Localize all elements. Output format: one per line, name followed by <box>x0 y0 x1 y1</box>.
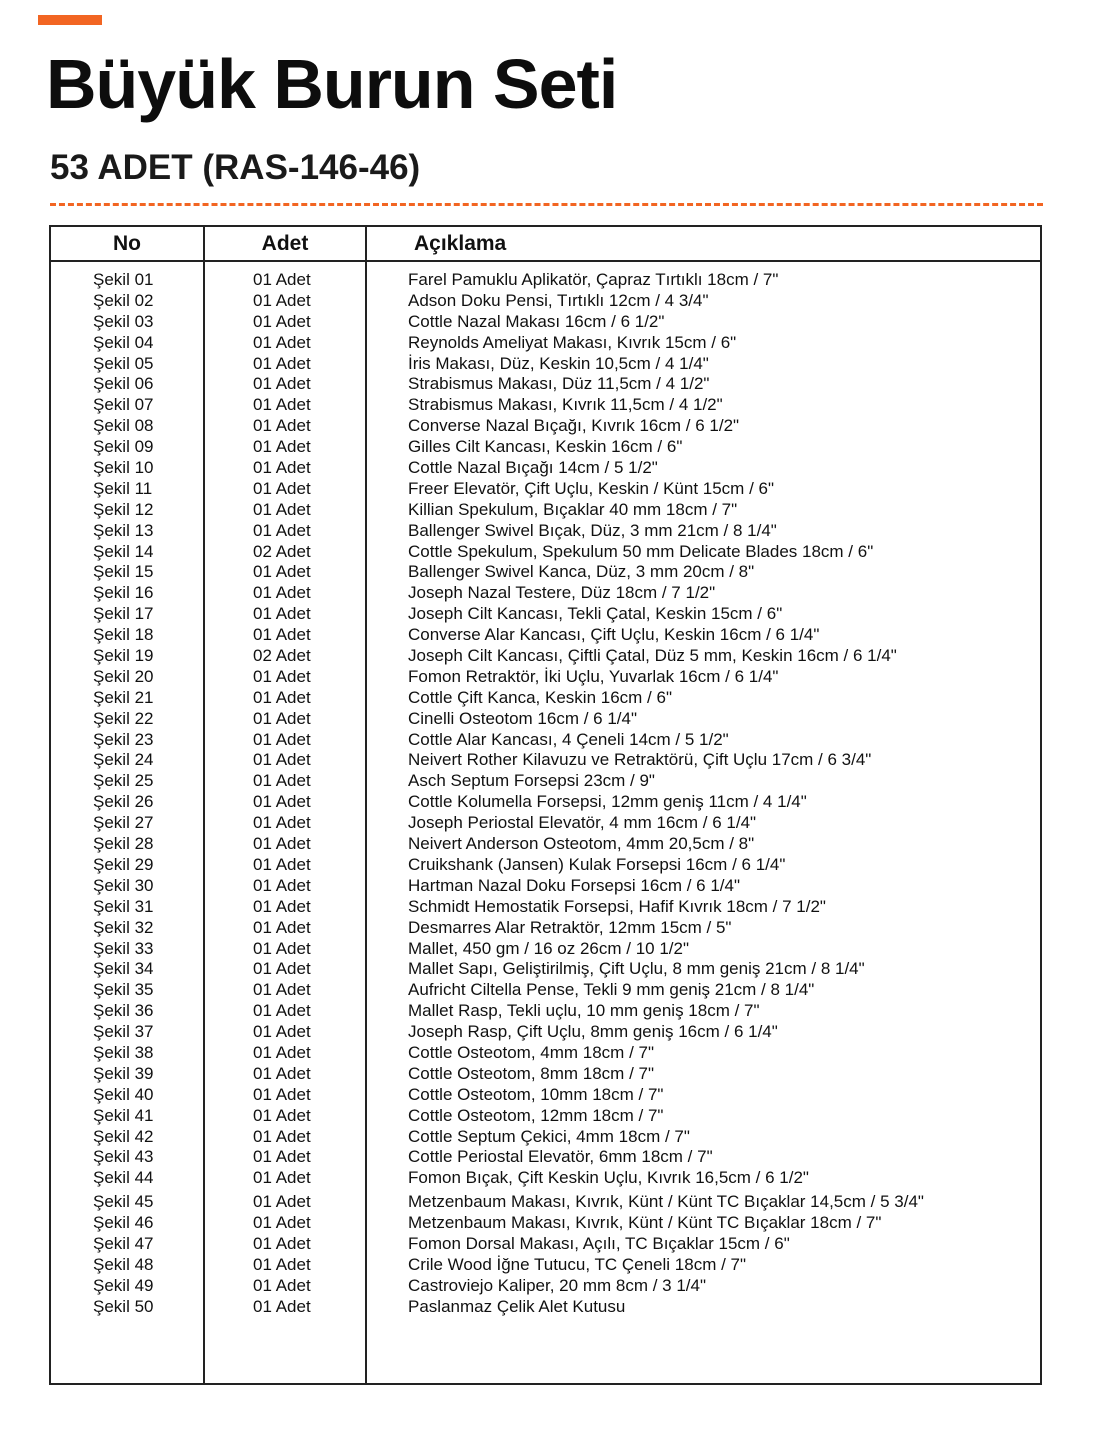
table-row <box>51 625 1040 646</box>
row-number: Şekil 02 <box>93 290 154 310</box>
row-description: Cottle Alar Kancası, 4 Çeneli 14cm / 5 1/2" <box>408 729 729 749</box>
row-number: Şekil 18 <box>93 625 154 645</box>
row-number: Şekil 38 <box>93 1042 154 1062</box>
row-quantity: 01 Adet <box>253 687 311 707</box>
row-quantity: 01 Adet <box>253 1042 311 1062</box>
row-description: Hartman Nazal Doku Forsepsi 16cm / 6 1/4" <box>408 875 740 895</box>
row-number: Şekil 09 <box>93 437 154 457</box>
table-row <box>51 374 1040 395</box>
row-number: Şekil 44 <box>93 1168 154 1188</box>
row-description: Desmarres Alar Retraktör, 12mm 15cm / 5" <box>408 917 732 937</box>
row-number: Şekil 10 <box>93 458 154 478</box>
row-quantity: 01 Adet <box>253 374 311 394</box>
table-row <box>51 1213 1040 1234</box>
page-subtitle: 53 ADET (RAS-146-46) <box>50 148 421 187</box>
table-row <box>51 395 1040 416</box>
row-description: Cottle Osteotom, 8mm 18cm / 7" <box>408 1063 655 1083</box>
table-row <box>51 1255 1040 1276</box>
row-description: Adson Doku Pensi, Tırtıklı 12cm / 4 3/4" <box>408 290 709 310</box>
row-number: Şekil 36 <box>93 1001 154 1021</box>
table-row <box>51 688 1040 709</box>
row-quantity: 01 Adet <box>253 395 311 415</box>
row-quantity: 01 Adet <box>253 854 311 874</box>
table-row <box>51 730 1040 751</box>
row-quantity: 01 Adet <box>253 896 311 916</box>
row-number: Şekil 05 <box>93 353 154 373</box>
row-quantity: 01 Adet <box>253 1213 311 1233</box>
row-description: Cottle Osteotom, 10mm 18cm / 7" <box>408 1084 664 1104</box>
row-quantity: 01 Adet <box>253 332 311 352</box>
row-description: Castroviejo Kaliper, 20 mm 8cm / 3 1/4" <box>408 1275 706 1295</box>
row-quantity: 01 Adet <box>253 604 311 624</box>
row-description: Joseph Rasp, Çift Uçlu, 8mm geniş 16cm / 6 1/4" <box>408 1022 778 1042</box>
table-row <box>51 1106 1040 1127</box>
row-description: Ballenger Swivel Kanca, Düz, 3 mm 20cm / 8" <box>408 562 755 582</box>
row-quantity: 01 Adet <box>253 875 311 895</box>
row-number: Şekil 32 <box>93 917 154 937</box>
table-row <box>51 562 1040 583</box>
row-number: Şekil 19 <box>93 646 154 666</box>
table-row <box>51 709 1040 730</box>
row-number: Şekil 37 <box>93 1022 154 1042</box>
row-quantity: 01 Adet <box>253 478 311 498</box>
header-divider <box>51 260 1040 262</box>
table-row <box>51 834 1040 855</box>
table-row <box>51 1127 1040 1148</box>
row-description: Fomon Bıçak, Çift Keskin Uçlu, Kıvrık 16,5cm / 6 1/2" <box>408 1168 809 1188</box>
table-row <box>51 1297 1040 1318</box>
row-number: Şekil 35 <box>93 980 154 1000</box>
row-quantity: 01 Adet <box>253 311 311 331</box>
row-number: Şekil 12 <box>93 499 154 519</box>
row-quantity: 01 Adet <box>253 353 311 373</box>
table-row <box>51 354 1040 375</box>
row-quantity: 01 Adet <box>253 562 311 582</box>
row-description: Cottle Septum Çekici, 4mm 18cm / 7" <box>408 1126 690 1146</box>
row-description: Joseph Cilt Kancası, Çiftli Çatal, Düz 5 mm, Keskin 16cm / 6 1/4" <box>408 646 897 666</box>
table-row <box>51 416 1040 437</box>
row-description: İris Makası, Düz, Keskin 10,5cm / 4 1/4" <box>408 353 709 373</box>
column-header-adet: Adet <box>261 232 309 255</box>
table-row <box>51 458 1040 479</box>
row-description: Neivert Anderson Osteotom, 4mm 20,5cm / 8" <box>408 834 755 854</box>
row-description: Gilles Cilt Kancası, Keskin 16cm / 6" <box>408 437 683 457</box>
table-row <box>51 939 1040 960</box>
row-description: Strabismus Makası, Kıvrık 11,5cm / 4 1/2" <box>408 395 723 415</box>
row-description: Joseph Periostal Elevatör, 4 mm 16cm / 6 1/4" <box>408 813 757 833</box>
row-quantity: 01 Adet <box>253 416 311 436</box>
row-number: Şekil 39 <box>93 1063 154 1083</box>
row-number: Şekil 31 <box>93 896 154 916</box>
row-number: Şekil 16 <box>93 583 154 603</box>
table-row <box>51 918 1040 939</box>
row-quantity: 01 Adet <box>253 520 311 540</box>
row-number: Şekil 06 <box>93 374 154 394</box>
row-quantity: 01 Adet <box>253 499 311 519</box>
row-number: Şekil 28 <box>93 834 154 854</box>
row-number: Şekil 41 <box>93 1105 154 1125</box>
row-quantity: 01 Adet <box>253 1105 311 1125</box>
row-number: Şekil 50 <box>93 1296 154 1316</box>
table-row <box>51 291 1040 312</box>
row-number: Şekil 43 <box>93 1147 154 1167</box>
row-description: Cinelli Osteotom 16cm / 6 1/4" <box>408 708 638 728</box>
row-quantity: 01 Adet <box>253 1192 311 1212</box>
row-description: Cottle Kolumella Forsepsi, 12mm geniş 11cm / 4 1/4" <box>408 792 807 812</box>
row-description: Cottle Osteotom, 12mm 18cm / 7" <box>408 1105 664 1125</box>
row-number: Şekil 15 <box>93 562 154 582</box>
table-row <box>51 604 1040 625</box>
table-row <box>51 813 1040 834</box>
table-row <box>51 437 1040 458</box>
row-description: Converse Alar Kancası, Çift Uçlu, Keskin 16cm / 6 1/4" <box>408 625 820 645</box>
row-number: Şekil 45 <box>93 1192 154 1212</box>
row-number: Şekil 47 <box>93 1233 154 1253</box>
row-quantity: 01 Adet <box>253 813 311 833</box>
row-number: Şekil 42 <box>93 1126 154 1146</box>
table-row <box>51 1168 1040 1189</box>
table-row <box>51 980 1040 1001</box>
row-quantity: 01 Adet <box>253 1147 311 1167</box>
row-description: Mallet, 450 gm / 16 oz 26cm / 10 1/2" <box>408 938 690 958</box>
row-description: Cottle Çift Kanca, Keskin 16cm / 6" <box>408 687 672 707</box>
row-quantity: 01 Adet <box>253 666 311 686</box>
row-number: Şekil 27 <box>93 813 154 833</box>
table-row <box>51 667 1040 688</box>
row-number: Şekil 04 <box>93 332 154 352</box>
row-quantity: 01 Adet <box>253 938 311 958</box>
row-description: Joseph Nazal Testere, Düz 18cm / 7 1/2" <box>408 583 716 603</box>
row-description: Mallet Sapı, Geliştirilmiş, Çift Uçlu, 8 mm geniş 21cm / 8 1/4" <box>408 959 865 979</box>
row-description: Metzenbaum Makası, Kıvrık, Künt / Künt TC Bıçaklar 18cm / 7" <box>408 1213 882 1233</box>
row-description: Crile Wood İğne Tutucu, TC Çeneli 18cm / 7" <box>408 1254 747 1274</box>
row-description: Freer Elevatör, Çift Uçlu, Keskin / Künt 15cm / 6" <box>408 478 775 498</box>
row-quantity: 01 Adet <box>253 959 311 979</box>
row-number: Şekil 33 <box>93 938 154 958</box>
row-description: Asch Septum Forsepsi 23cm / 9" <box>408 771 655 791</box>
table-row <box>51 479 1040 500</box>
table-row <box>51 1085 1040 1106</box>
table-row <box>51 1234 1040 1255</box>
table-row <box>51 333 1040 354</box>
row-description: Cottle Periostal Elevatör, 6mm 18cm / 7" <box>408 1147 713 1167</box>
row-description: Schmidt Hemostatik Forsepsi, Hafif Kıvrık 18cm / 7 1/2" <box>408 896 826 916</box>
row-quantity: 01 Adet <box>253 290 311 310</box>
row-description: Strabismus Makası, Düz 11,5cm / 4 1/2" <box>408 374 710 394</box>
row-quantity: 01 Adet <box>253 1001 311 1021</box>
row-number: Şekil 26 <box>93 792 154 812</box>
row-quantity: 01 Adet <box>253 792 311 812</box>
row-quantity: 01 Adet <box>253 458 311 478</box>
table-row <box>51 312 1040 333</box>
table-row <box>51 521 1040 542</box>
row-quantity: 01 Adet <box>253 708 311 728</box>
table-row <box>51 1043 1040 1064</box>
row-quantity: 01 Adet <box>253 917 311 937</box>
row-quantity: 01 Adet <box>253 1084 311 1104</box>
row-number: Şekil 07 <box>93 395 154 415</box>
table-row <box>51 1192 1040 1213</box>
table-row <box>51 583 1040 604</box>
row-number: Şekil 08 <box>93 416 154 436</box>
row-quantity: 01 Adet <box>253 771 311 791</box>
table-row <box>51 1022 1040 1043</box>
row-quantity: 01 Adet <box>253 437 311 457</box>
table-row <box>51 270 1040 291</box>
row-description: Cruikshank (Jansen) Kulak Forsepsi 16cm / 6 1/4" <box>408 854 786 874</box>
row-description: Farel Pamuklu Aplikatör, Çapraz Tırtıklı 18cm / 7" <box>408 270 779 289</box>
row-number: Şekil 17 <box>93 604 154 624</box>
row-quantity: 01 Adet <box>253 1275 311 1295</box>
row-quantity: 01 Adet <box>253 270 311 289</box>
row-description: Cottle Nazal Makası 16cm / 6 1/2" <box>408 311 665 331</box>
row-number: Şekil 01 <box>93 270 154 289</box>
row-description: Cottle Nazal Bıçağı 14cm / 5 1/2" <box>408 458 658 478</box>
dashed-divider <box>50 203 1043 206</box>
table-row <box>51 542 1040 563</box>
row-number: Şekil 24 <box>93 750 154 770</box>
row-description: Fomon Retraktör, İki Uçlu, Yuvarlak 16cm / 6 1/4" <box>408 666 779 686</box>
row-description: Metzenbaum Makası, Kıvrık, Künt / Künt TC Bıçaklar 14,5cm / 5 3/4" <box>408 1192 924 1212</box>
row-number: Şekil 40 <box>93 1084 154 1104</box>
row-number: Şekil 48 <box>93 1254 154 1274</box>
row-quantity: 01 Adet <box>253 1022 311 1042</box>
row-quantity: 01 Adet <box>253 1126 311 1146</box>
row-description: Mallet Rasp, Tekli uçlu, 10 mm geniş 18cm / 7" <box>408 1001 760 1021</box>
row-number: Şekil 20 <box>93 666 154 686</box>
table-row <box>51 897 1040 918</box>
row-number: Şekil 30 <box>93 875 154 895</box>
table-row <box>51 855 1040 876</box>
table-row <box>51 959 1040 980</box>
table-row <box>51 750 1040 771</box>
row-description: Cottle Osteotom, 4mm 18cm / 7" <box>408 1042 655 1062</box>
row-description: Killian Spekulum, Bıçaklar 40 mm 18cm / 7" <box>408 499 738 519</box>
row-number: Şekil 03 <box>93 311 154 331</box>
row-description: Neivert Rother Kilavuzu ve Retraktörü, Çift Uçlu 17cm / 6 3/4" <box>408 750 872 770</box>
table-row <box>51 771 1040 792</box>
table-row <box>51 792 1040 813</box>
row-description: Joseph Cilt Kancası, Tekli Çatal, Keskin 15cm / 6" <box>408 604 783 624</box>
row-quantity: 01 Adet <box>253 583 311 603</box>
table-row <box>51 1276 1040 1297</box>
row-quantity: 01 Adet <box>253 1233 311 1253</box>
row-number: Şekil 14 <box>93 541 154 561</box>
table-row <box>51 1147 1040 1168</box>
row-number: Şekil 11 <box>93 478 153 498</box>
row-number: Şekil 21 <box>93 687 154 707</box>
row-quantity: 01 Adet <box>253 729 311 749</box>
row-quantity: 02 Adet <box>253 541 311 561</box>
row-number: Şekil 22 <box>93 708 154 728</box>
row-quantity: 01 Adet <box>253 1168 311 1188</box>
accent-bar <box>38 15 102 25</box>
row-description: Fomon Dorsal Makası, Açılı, TC Bıçaklar 15cm / 6" <box>408 1233 790 1253</box>
column-header-no: No <box>113 232 141 255</box>
row-quantity: 01 Adet <box>253 980 311 1000</box>
table-row <box>51 646 1040 667</box>
row-description: Paslanmaz Çelik Alet Kutusu <box>408 1296 626 1316</box>
table-row <box>51 1001 1040 1022</box>
row-quantity: 01 Adet <box>253 750 311 770</box>
row-description: Reynolds Ameliyat Makası, Kıvrık 15cm / 6" <box>408 332 737 352</box>
row-quantity: 01 Adet <box>253 625 311 645</box>
row-number: Şekil 46 <box>93 1213 154 1233</box>
row-quantity: 02 Adet <box>253 646 311 666</box>
page-title: Büyük Burun Seti <box>46 45 618 123</box>
row-quantity: 01 Adet <box>253 834 311 854</box>
instrument-table <box>49 225 1042 1385</box>
row-number: Şekil 29 <box>93 854 154 874</box>
row-description: Converse Nazal Bıçağı, Kıvrık 16cm / 6 1/2" <box>408 416 740 436</box>
row-number: Şekil 13 <box>93 520 154 540</box>
row-quantity: 01 Adet <box>253 1296 311 1316</box>
row-number: Şekil 34 <box>93 959 154 979</box>
table-row <box>51 500 1040 521</box>
row-quantity: 01 Adet <box>253 1254 311 1274</box>
row-number: Şekil 23 <box>93 729 154 749</box>
row-number: Şekil 25 <box>93 771 154 791</box>
row-number: Şekil 49 <box>93 1275 154 1295</box>
row-quantity: 01 Adet <box>253 1063 311 1083</box>
row-description: Ballenger Swivel Bıçak, Düz, 3 mm 21cm / 8 1/4" <box>408 520 777 540</box>
row-description: Cottle Spekulum, Spekulum 50 mm Delicate Blades 18cm / 6" <box>408 541 874 561</box>
column-header-aciklama: Açıklama <box>414 232 507 255</box>
table-row <box>51 1064 1040 1085</box>
row-description: Aufricht Ciltella Pense, Tekli 9 mm geniş 21cm / 8 1/4" <box>408 980 815 1000</box>
table-body <box>51 270 1040 1318</box>
table-row <box>51 876 1040 897</box>
